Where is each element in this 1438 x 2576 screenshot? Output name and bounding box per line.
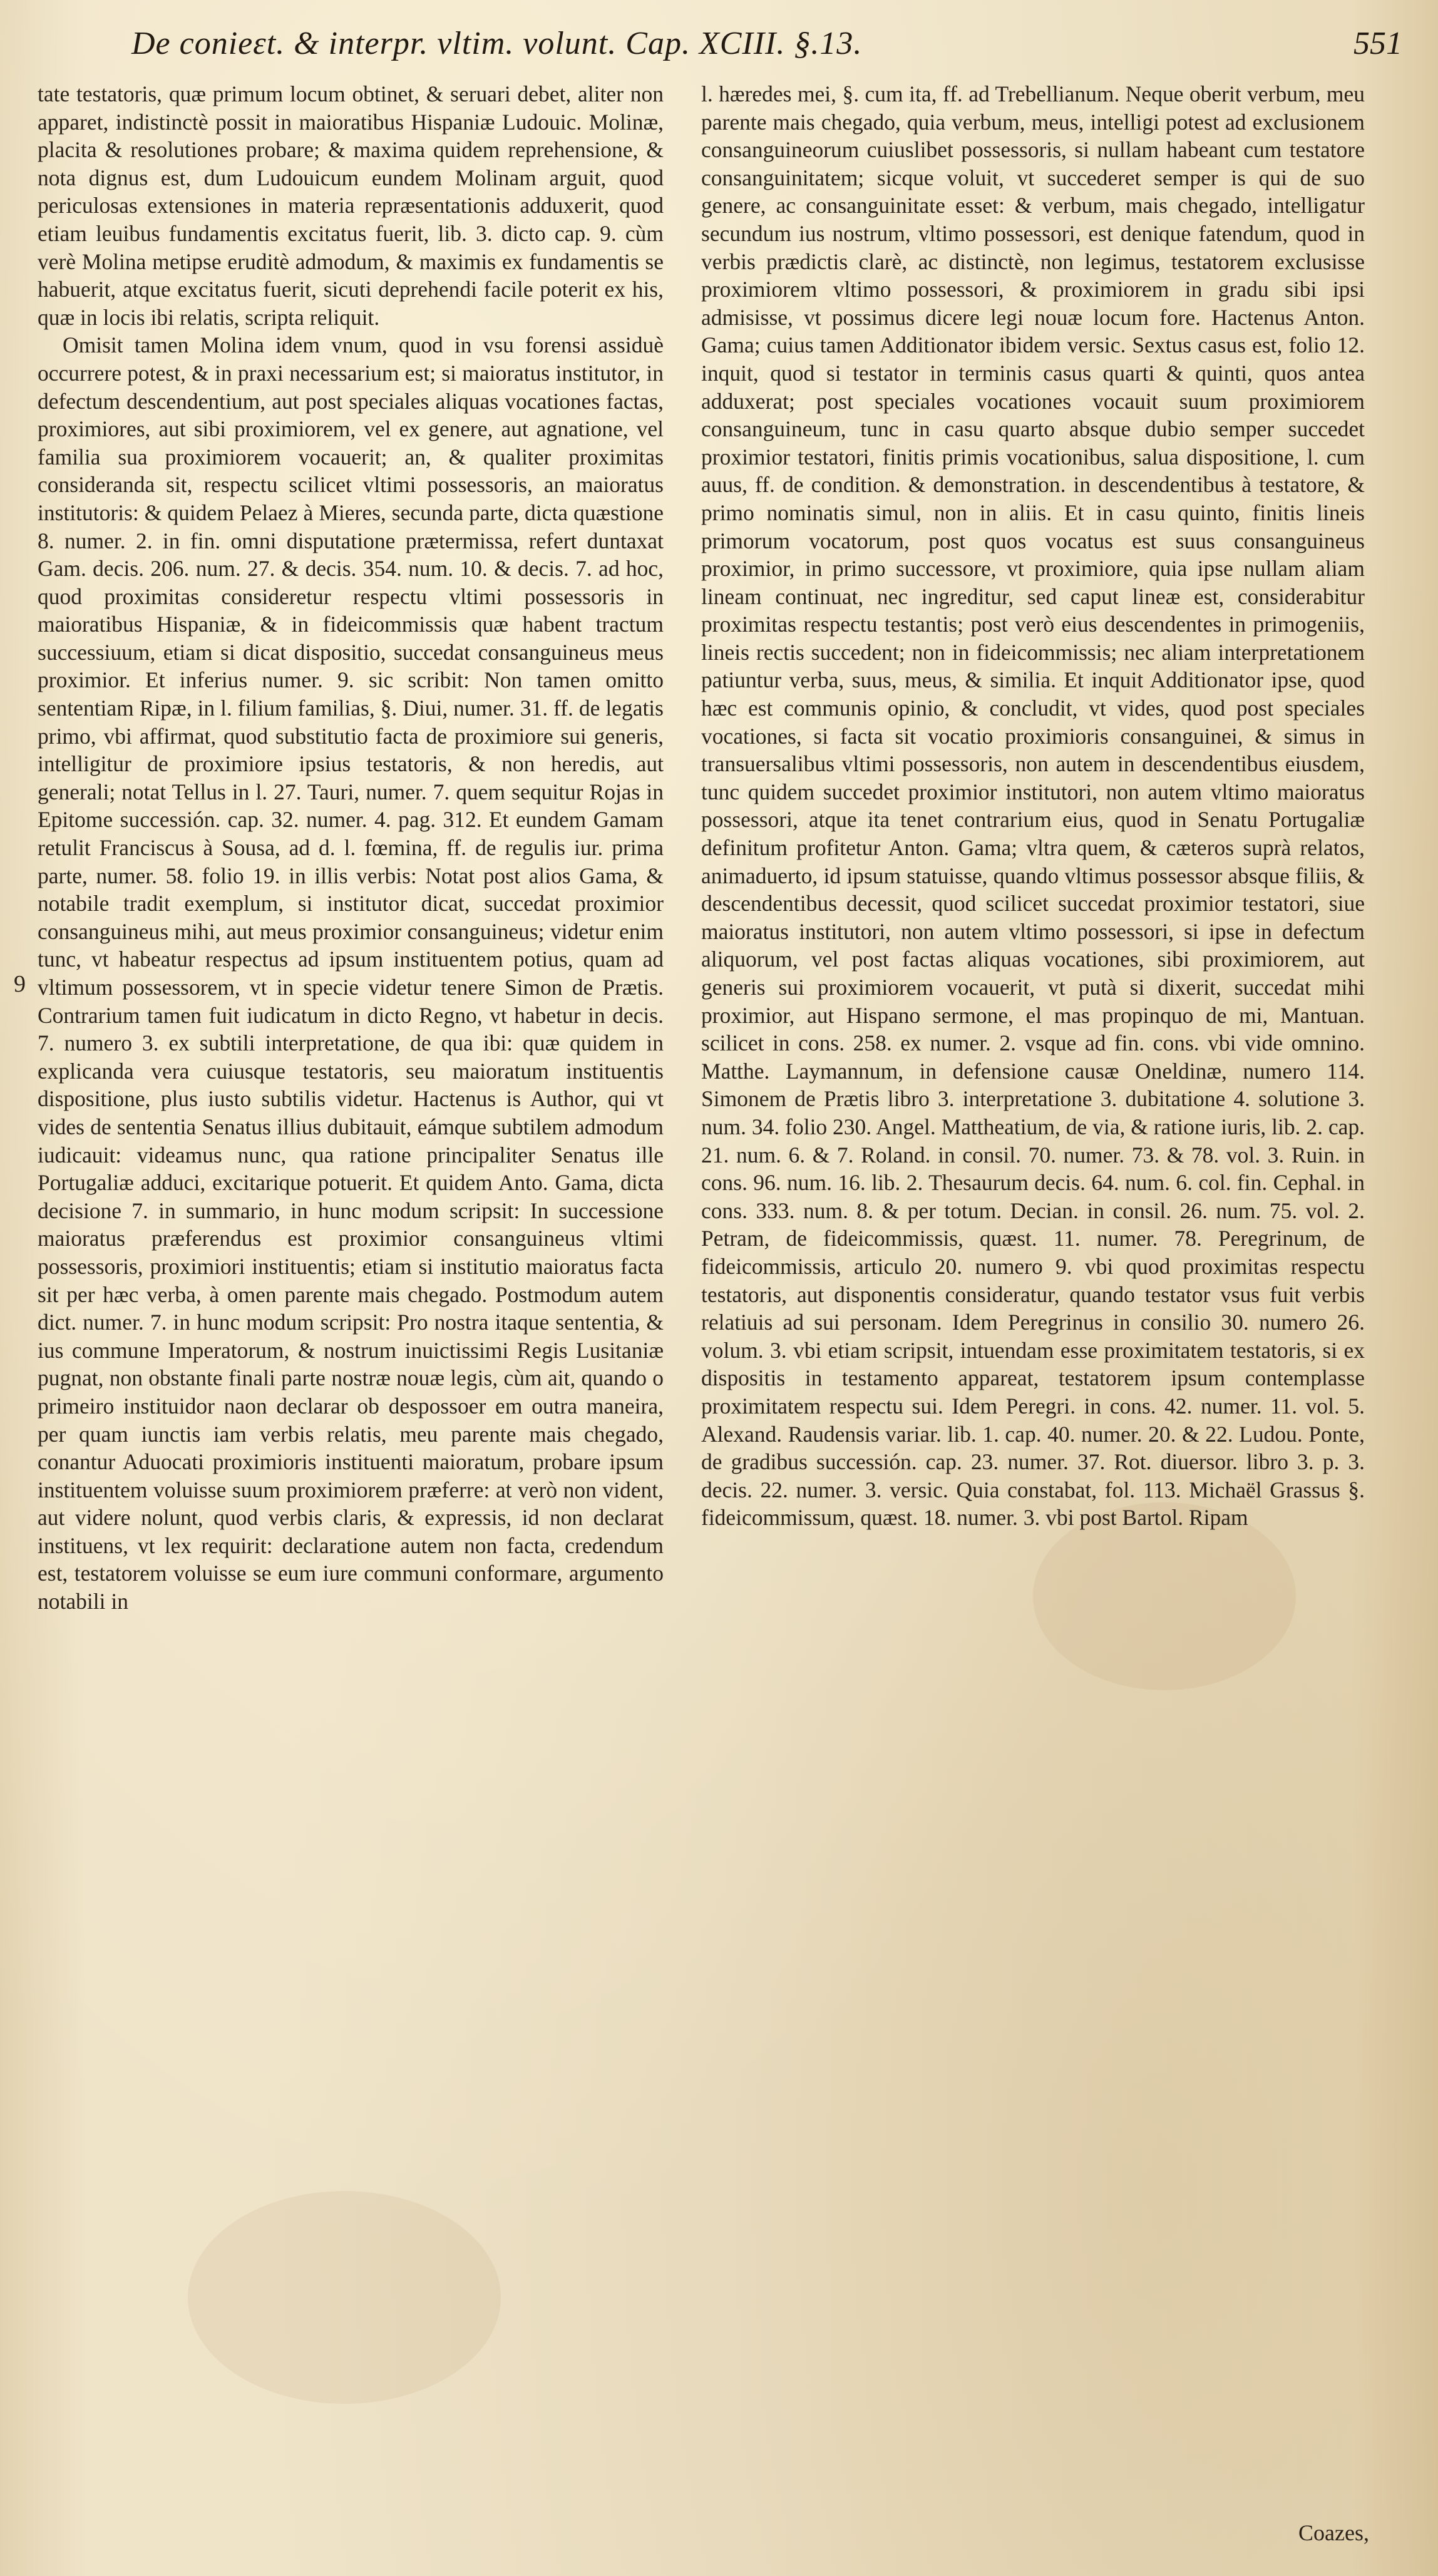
catchword: Coazes, xyxy=(1298,2520,1369,2545)
running-head: De conieɛt. & interpr. vltim. volunt. Cap. XCIII. §.13. xyxy=(131,26,863,61)
page-header xyxy=(131,25,1402,69)
left-column-text-part1: tate testatoris, quæ primum locum obtinet, & seruari debet, aliter non apparet, indistinctè possit in maioratibus Hispaniæ Ludouic. Molinæ, placita & resolutiones probare; & maxima quidem reprehensione, & nota dignus est, dum Ludouicum eundem Molinam arguit, quod periculosas extensiones in materia repræsentationis adduxerit, quod etiam leuibus fundamentis excitatus fuerit, lib. 3. dicto cap. 9. cùm verè Molina metipse eruditè admodum, & maximis ex fundamentis se habuerit, atque excitatus fuerit, sicuti deprehendi facile poterit ex his, quæ in locis ibi relatis, scripta reliquit. xyxy=(38,81,664,330)
left-column-text-part2: Omisit tamen Molina idem vnum, quod in vsu forensi assiduè occurrere potest, & in praxi necessarium est; si maioratus institutor, in defectum descendentium, aut post speciales aliquas vocationes factas, proximiores, aut sibi proximiorem, vel ex genere, aut agnatione, vel familia sua proximiorem vocauerit; an, & qualiter proximitas consideranda sit, respectu scilicet vltimi possessoris, an maioratus institutoris: & quidem Pelaez à Mieres, secunda parte, dicta quæstione 8. numer. 2. in fin. omni disputatione prætermissa, refert duntaxat Gam. decis. 206. num. 27. & decis. 354. num. 10. & decis. 7. ad hoc, quod proximitas consideretur respectu vltimi possessoris in maioratibus Hispaniæ, & in fideicommissis quæ habent tractum successiuum, etiam si dicat dispositio, succedat consanguineus meus proximior. Et inferius numer. 9. sic scribit: Non tamen omitto sententiam Ripæ, in l. filium familias, §. Diui, numer. 31. ff. de legatis primo, vbi affirmat, quod substitutio facta de proximiore sui generis, intelligitur de proximiore ipsius testatoris, & non heredis, aut generali; notat Tellus in l. 27. Tauri, numer. 7. quem sequitur Rojas in Epitome successión. cap. 32. numer. 4. pag. 312. Et eundem Gamam retulit Franciscus à Sousa, ad d. l. fœmina, ff. de regulis iur. prima parte, numer. 58. folio 19. in illis verbis: Notat post alios Gama, & notabile tradit exemplum, si institutor dicat, succedat proximior consanguineus mihi, aut meus proximior consanguineus; videtur enim tunc, vt habeatur respectus ad ipsum instituentem potius, quam ad vltimum possessorem, vt in specie videtur tenere Simon de Prætis. Contrarium tamen fuit iudicatum in dicto Regno, vt habetur in decis. 7. numero 3. ex subtili interpretatione, de qua ibi: quæ quidem in explicanda vera cuiusque testatoris, seu maioratum instituentis dispositione, plus iusto subtilis videtur. Hactenus is Author, qui vt vides de sententia Senatus illius dubitauit, eámque subtilem admodum iudicauit: videamus nunc, qua ratione principaliter Senatus ille Portugaliæ adduci, excitarique potuerit. Et quidem Anto. Gama, dicta decisione 7. in summario, in hunc modum scripsit: In successione maioratus præferendus est proximior consanguineus vltimi possessoris, proximiori instituentis; etiam si institutio maioratus facta sit per hæc verba, à omen parente mais chegado. Postmodum autem dict. numer. 7. in hunc modum scripsit: Pro nostra itaque sententia, & ius commune Imperatorum, & nostrum inuictissimi Regis Lusitaniæ pugnat, non obstante finali parte nostræ nouæ legis, cùm ait, quando o primeiro instituidor naon declarar ob despossoer em outra maneira, per quam iunctis iam verbis relatis, meu parente mais chegado, conantur Aduocati proximioris instituenti maioratum, probare ipsum instituentem voluisse suum proximiorem præferre: at verò non vident, aut videre nolunt, quod verbis claris, & expressis, id non declarat instituens, vt lex requirit: declaratione autem non facta, credendum est, testatorem voluisse se eum iure communi conformare, argumento notabili in xyxy=(38,332,664,1614)
right-column-text: l. hæredes mei, §. cum ita, ff. ad Trebellianum. Neque oberit verbum, meu parente mais chegado, quia verbum, meus, intelligi potest ad exclusionem consanguineorum cuiuslibet possessoris, si nullam habeant cum testatore consanguinitatem; sicque voluit, vt succederet semper is qui de suo genere, ac consanguinitate esset: & verbum, mais chegado, intelligatur secundum ius nostrum, vltimo possessori, est denique fatendum, quod in verbis prædictis clarè, ac distinctè, non legimus, testatorem exclusisse proximiorem vltimo possessori, & proximiorem in gradu sibi ipsi admisisse, vt possimus dicere legi nouæ locum fore. Hactenus Anton. Gama; cuius tamen Additionator ibidem versic. Sextus casus est, folio 12. inquit, quod si testator in terminis casus quarti & quinti, quos antea adduxerat; post speciales vocationes vocauit suum proximiorem consanguineum, tunc in casu quarto absque dubio semper succedet proximior testatori, finitis primis vocationibus, salua dispositione, l. cum auus, ff. de condition. & demonstration. in descendentibus à testatore, & primo nominatis simul, non in aliis. Et in casu quinto, finitis lineis primorum vocatorum, post quos vocatus est suus consanguineus proximior, in primo successore, vt proximiore, quia ipse nullam aliam lineam continuat, nec ingreditur, sed caput lineæ est, considerabitur proximitas respectu testantis; post verò eius descendentes in primogeniis, lineis rectis succedent; non in fideicommissis; nec aliam interpretationem patiuntur verba, suus, meus, & similia. Et inquit Additionator ipse, quod hæc est communis opinio, & concludit, vt vides, quod post speciales vocationes, si facta sit vocatio proximioris consanguinei, & simus in transuersalibus vltimi possessoris, non autem in descendentibus eiusdem, tunc quidem succedet proximior institutori, non autem vltimo maioratus possessori, atque ita tenet contrarium eius, quod in Senatu Portugaliæ definitum profitetur Anton. Gama; vltra quem, & cæteros suprà relatos, animaduerto, id ipsum statuisse, quando vltimus possessor absque filiis, & descendentibus decessit, quod scilicet succedat proximior testatori, siue maioratus institutori, non autem vltimo possessori, si ipse in defectum aliquorum, vel post factas aliquas vocationes, sibi proximiorem, aut generis sui proximiorem vocauerit, vt putà si dixerit, succedat mihi proximior, aut Hispano sermone, el mas propinquo de mi, Mantuan. scilicet in cons. 258. ex numer. 2. vsque ad fin. cons. vbi vide omnino. Matthe. Laymannum, in defensione causæ Oneldinæ, numero 114. Simonem de Prætis libro 3. interpretatione 3. dubitatione 4. solutione 3. num. 34. folio 230. Angel. Mattheatium, de via, & ratione iuris, lib. 2. cap. 21. num. 6. & 7. Roland. in consil. 70. numer. 73. & 78. vol. 3. Ruin. in cons. 96. num. 16. lib. 2. Thesaurum decis. 64. num. 6. col. fin. Cephal. in cons. 333. num. 8. & per totum. Decian. in consil. 26. num. 75. vol. 2. Petram, de fideicommissis, quæst. 11. numer. 78. Peregrinum, de fideicommissis, articulo 20. numero 9. vbi quod proximitas respectu testatoris, aut disponentis consideratur, quando testator vsus fuit verbis relatiuis ad sui personam. Idem Peregrinus in consilio 30. numero 26. volum. 3. vbi etiam scripsit, intuendam esse proximitatem testatoris, si ex dispositis in testamento appareat, testatorem ipsum contemplasse proximitatem respectu sui. Idem Peregri. in cons. 42. numer. 11. vol. 5. Alexand. Raudensis variar. lib. 1. cap. 40. numer. 20. & 22. Ludou. Ponte, de gradibus successión. cap. 23. numer. 37. Rot. diuersor. libro 3. p. 3. decis. 22. numer. 3. versic. Quia constabat, fol. 113. Michaël Grassus §. fideicommissum, quæst. 18. numer. 3. vbi post Bartol. Ripam xyxy=(701,81,1365,1531)
paragraph-number: 9 xyxy=(14,971,26,997)
right-column xyxy=(701,80,1365,1532)
paper-stain xyxy=(188,2191,501,2404)
page-number: 551 xyxy=(1353,26,1402,61)
left-column xyxy=(38,80,664,1616)
